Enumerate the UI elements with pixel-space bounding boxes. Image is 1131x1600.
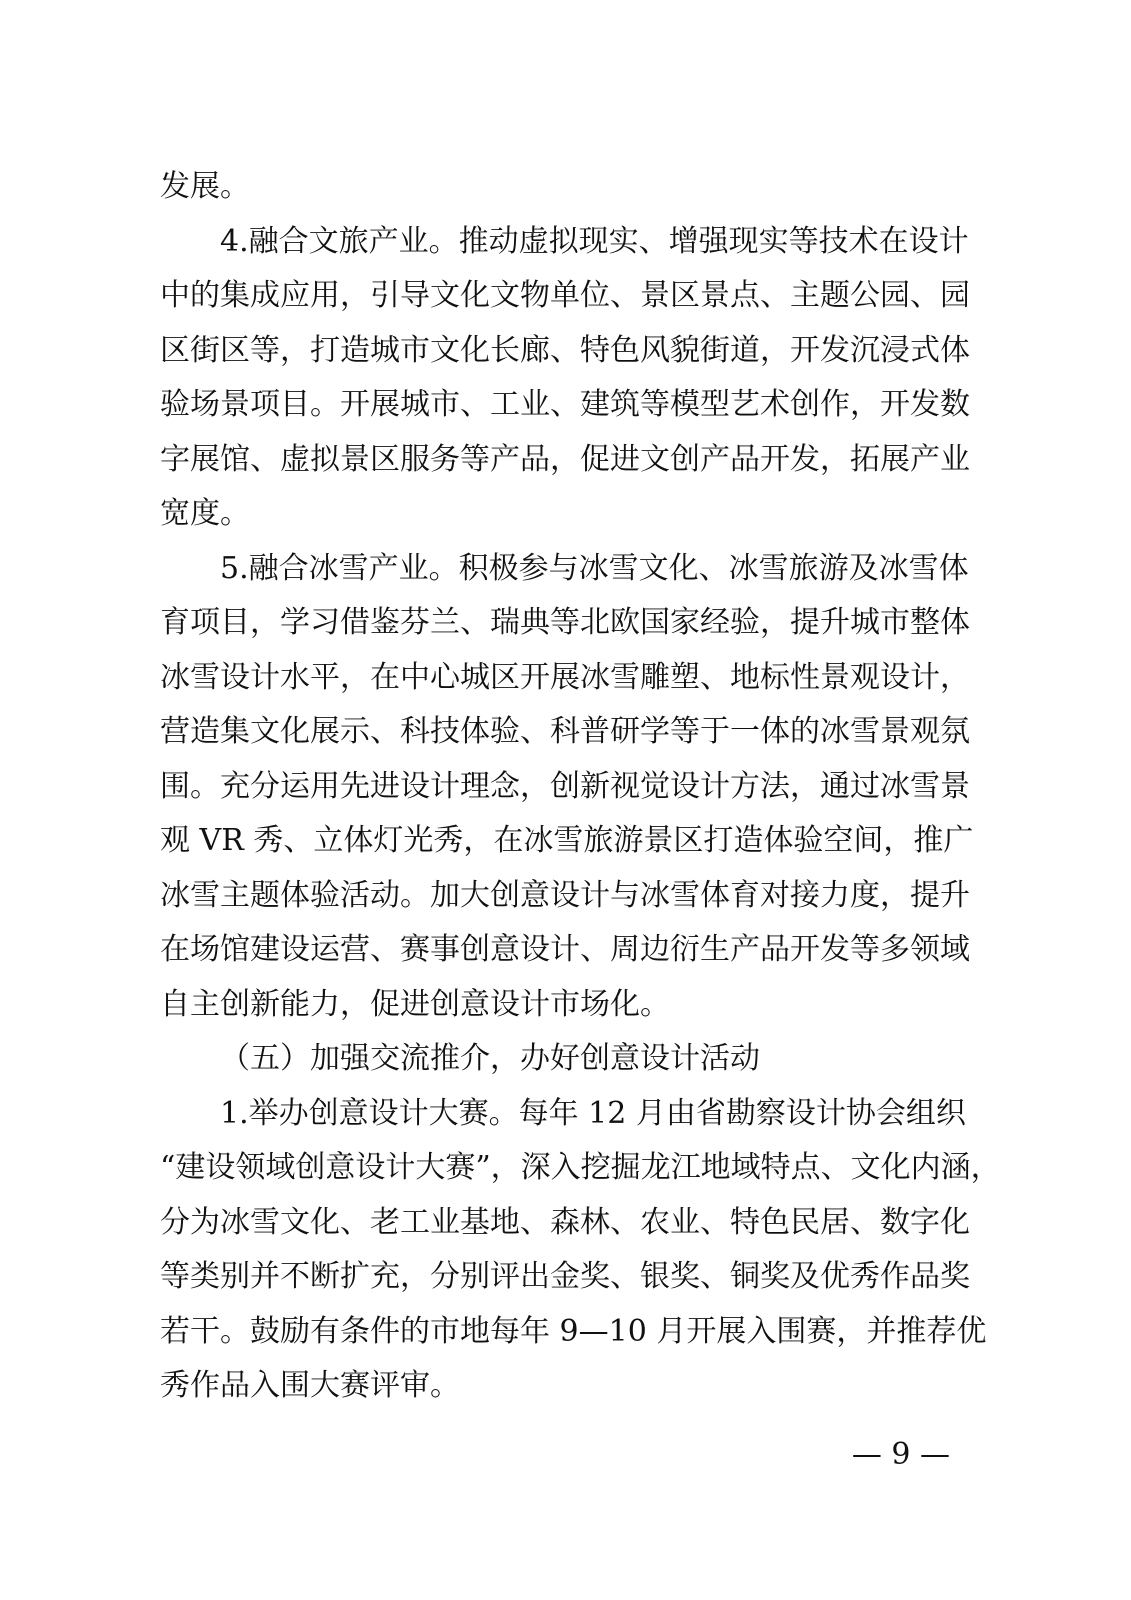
text-line: 在场馆建设运营、赛事创意设计、周边衍生产品开发等多领域 (160, 932, 970, 967)
text-line: 秀作品入围大赛评审。 (160, 1368, 460, 1403)
text-line: 围。充分运用先进设计理念，创新视觉设计方法，通过冰雪景 (160, 768, 970, 804)
document-body (160, 160, 1001, 1414)
text-line: “建设领域创意设计大赛”，深入挖掘龙江地域特点、文化内涵， (160, 1150, 1001, 1185)
text-line: 发展。 (160, 169, 250, 204)
text-line: 区街区等，打造城市文化长廊、特色风貌街道，开发沉浸式体 (160, 332, 970, 368)
text-line: 5.融合冰雪产业。积极参与冰雪文化、冰雪旅游及冰雪体 (220, 550, 969, 586)
text-line: 宽度。 (160, 496, 250, 531)
text-line: 字展馆、虚拟景区服务等产品，促进文创产品开发，拓展产业 (160, 441, 970, 477)
text-line: 验场景项目。开展城市、工业、建筑等模型艺术创作，开发数 (160, 387, 970, 422)
text-line: 观 VR 秀、立体灯光秀，在冰雪旅游景区打造体验空间，推广 (160, 823, 974, 858)
text-line: 分为冰雪文化、老工业基地、森林、农业、特色民居、数字化 (160, 1204, 970, 1240)
text-line: 自主创新能力，促进创意设计市场化。 (160, 986, 670, 1022)
text-line: 冰雪主题体验活动。加大创意设计与冰雪体育对接力度，提升 (160, 877, 970, 913)
text-line: 若干。鼓励有条件的市地每年 9—10 月开展入围赛，并推荐优 (160, 1313, 987, 1349)
text-line: 冰雪设计水平，在中心城区开展冰雪雕塑、地标性景观设计， (160, 659, 970, 695)
section-heading: （五）加强交流推介，办好创意设计活动 (220, 1041, 760, 1076)
page-number: — 9 — (851, 1437, 950, 1472)
text-line: 育项目，学习借鉴芬兰、瑞典等北欧国家经验，提升城市整体 (160, 605, 970, 640)
text-line: 4.融合文旅产业。推动虚拟现实、增强现实等技术在设计 (220, 223, 969, 259)
text-line: 等类别并不断扩充，分别评出金奖、银奖、铜奖及优秀作品奖 (160, 1259, 970, 1294)
text-line: 1.举办创意设计大赛。每年 12 月由省勘察设计协会组织 (220, 1095, 966, 1131)
text-line: 中的集成应用，引导文化文物单位、景区景点、主题公园、园 (160, 278, 970, 313)
text-line: 营造集文化展示、科技体验、科普研学等于一体的冰雪景观氛 (160, 714, 970, 749)
